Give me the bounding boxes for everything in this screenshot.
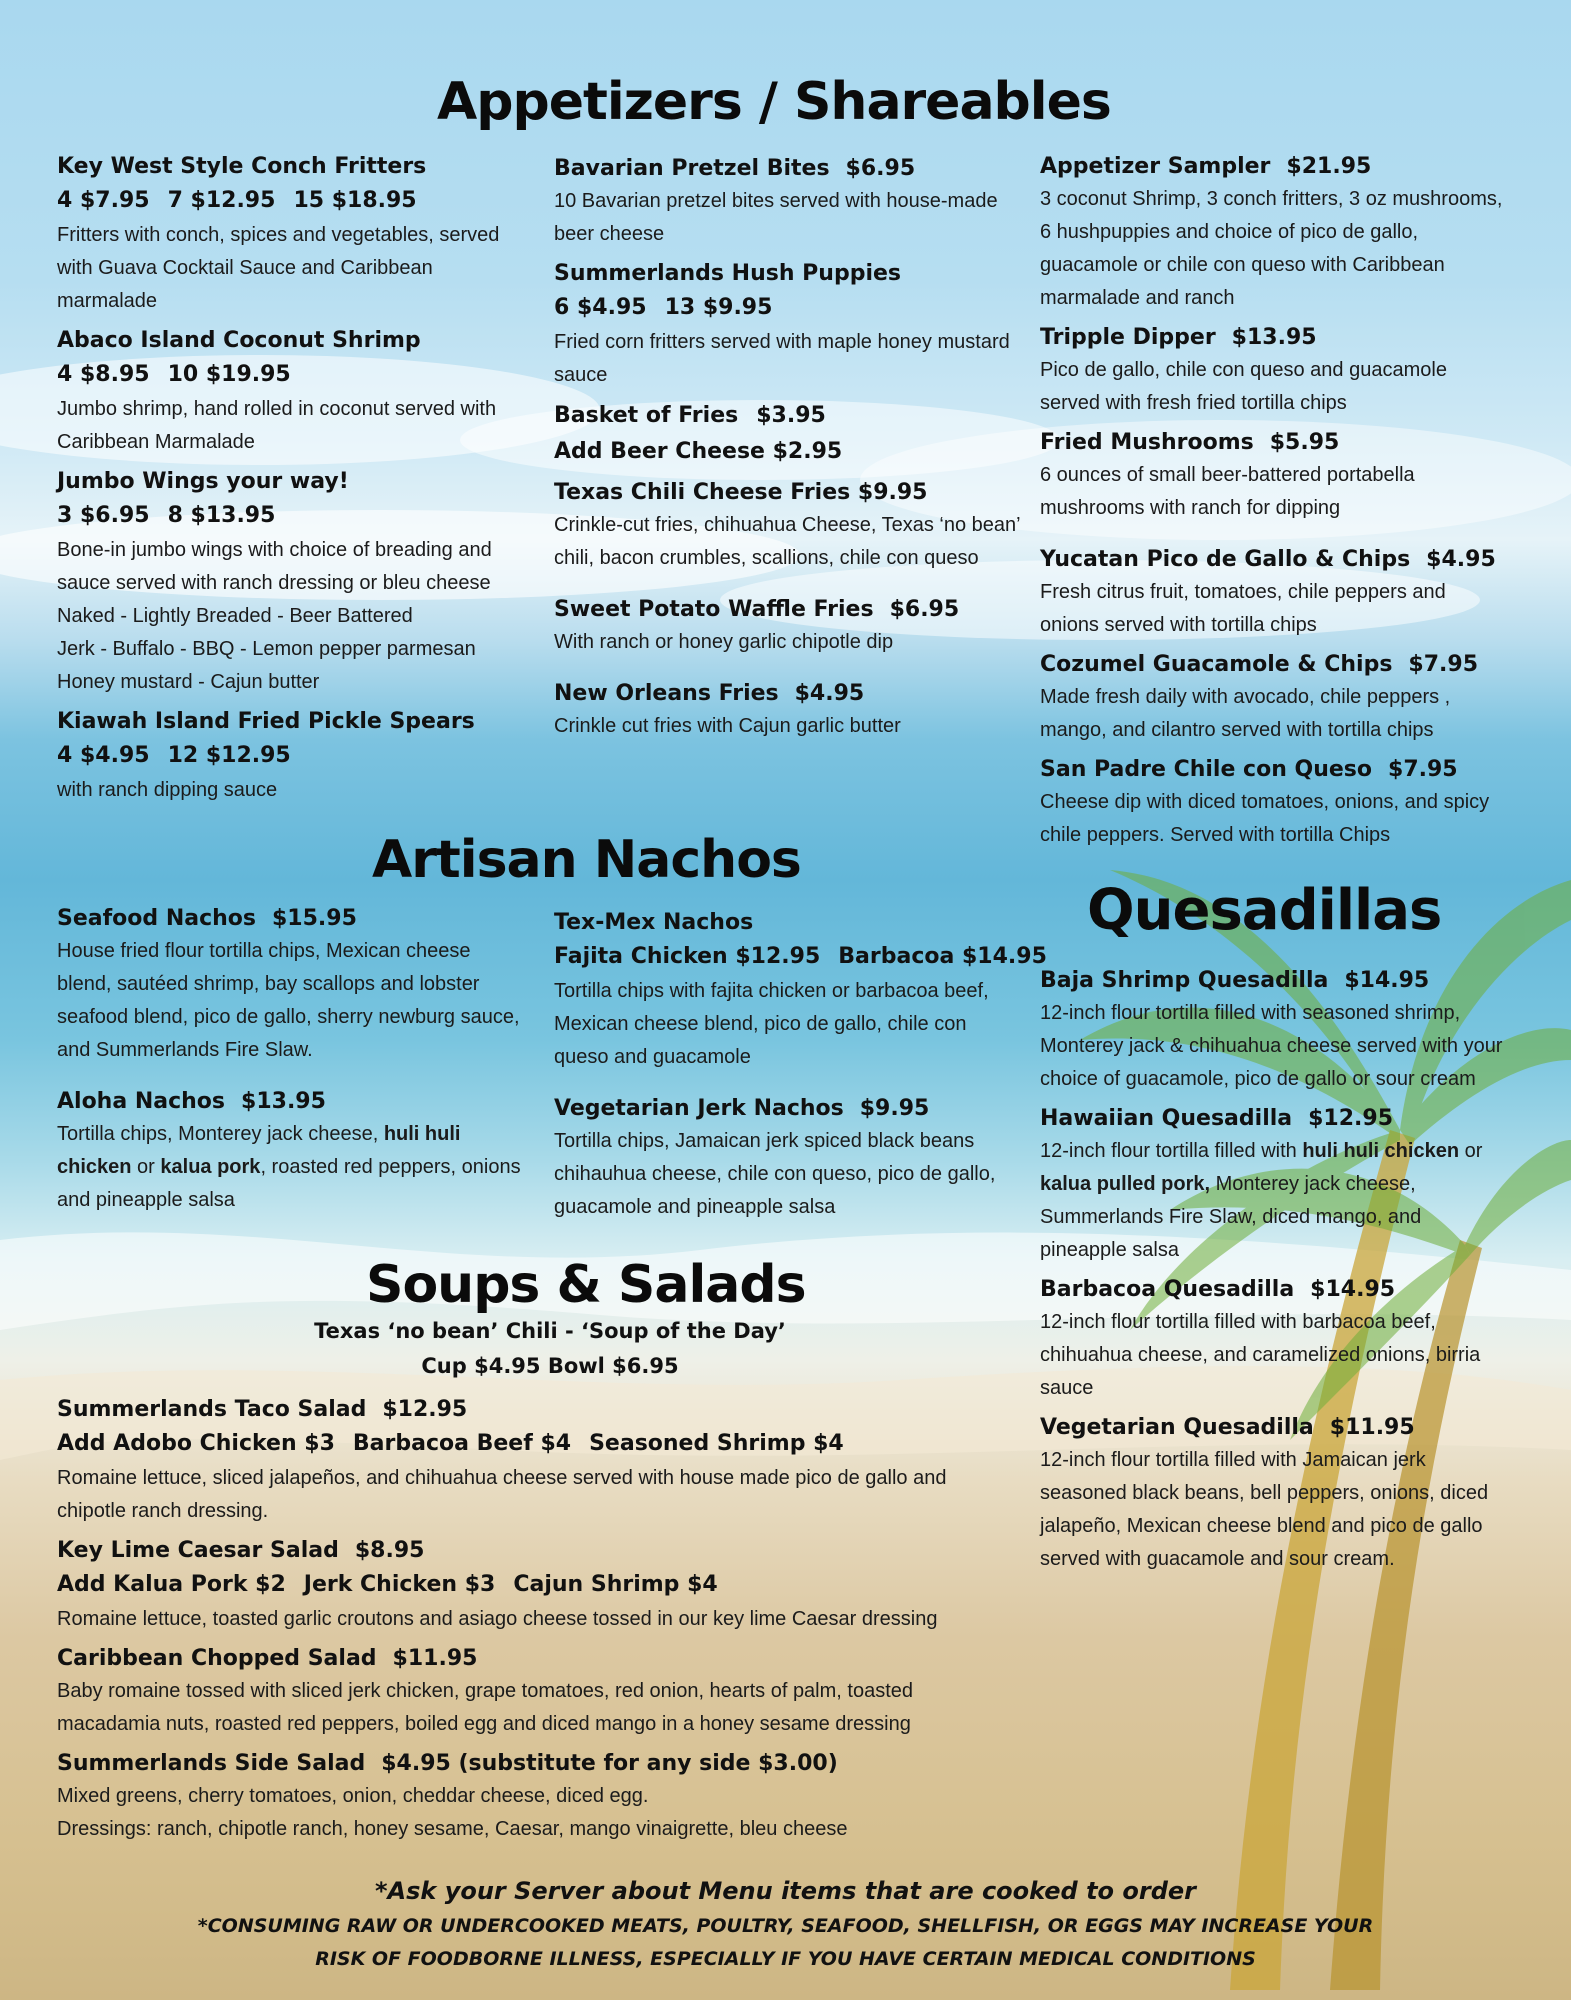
menu-item-chili-cheese-fries [554,476,1024,575]
desc-text: Monterey jack cheese, Summerlands Fire Slaw, diced mango, and pineapple salsa [1040,1173,1422,1261]
soup-prices: Cup $4.95 Bowl $6.95 [421,1354,679,1378]
salads-column [57,1393,1017,1852]
menu-item-fried-mushrooms [1040,426,1510,525]
item-name [1040,426,1510,459]
item-price: $4.95 [794,681,865,706]
section-title-quesadillas: Quesadillas [1087,878,1442,943]
item-name-text: Tripple Dipper [1040,325,1216,350]
item-prices [57,357,527,393]
item-price: $12.95 [382,1397,468,1422]
item-price: $5.95 [1269,430,1340,455]
item-description: 12-inch flour tortilla filled with barbacoa beef, chihuahua cheese, and caramelized onions, birria sauce [1040,1311,1481,1399]
price-option: 15 $18.95 [293,188,417,213]
item-name [1040,1273,1510,1306]
item-description [1040,1135,1510,1267]
item-description: House fried flour tortilla chips, Mexican cheese blend, sautéed shrimp, bay scallops and lobster seafood blend, pico de gallo, sherry newburg sauce, and Summerlands Fire Slaw. [57,940,520,1061]
item-price: $15.95 [272,906,357,931]
item-price: $3.95 [756,403,826,428]
addon-option: Barbacoa Beef $4 [352,1431,572,1456]
soup-of-the-day: Texas ‘no bean’ Chili - ‘Soup of the Day’ [314,1319,786,1343]
item-name [554,677,1024,710]
item-name [1040,1411,1510,1444]
menu-item-coconut-shrimp [57,324,527,459]
price-option: 12 $12.95 [167,743,291,768]
item-name-text: Summerlands Side Salad [57,1751,366,1776]
item-name [1040,543,1510,576]
item-description: 10 Bavarian pretzel bites served with house-made beer cheese [554,190,998,245]
item-name [57,1534,1017,1567]
item-prices [57,183,527,219]
item-price: $11.95 [1329,1415,1415,1440]
menu-item-caribbean-chopped [57,1642,1017,1741]
item-name [57,1085,527,1118]
menu-item-hush-puppies [554,257,1024,392]
price-option: 4 $4.95 [57,743,150,768]
item-price: $4.95 (substitute for any side $3.00) [381,1751,838,1776]
menu-item-baja-shrimp-quesadilla [1040,964,1510,1096]
item-name [554,398,1024,434]
menu-item-taco-salad [57,1393,1017,1528]
item-addons [57,1426,1017,1462]
item-name: Jumbo Wings your way! [57,469,349,494]
item-name-text: Caribbean Chopped Salad [57,1646,377,1671]
item-price: $14.95 [1344,968,1430,993]
menu-item-seafood-nachos [57,902,527,1067]
item-name-text: Aloha Nachos [57,1089,226,1114]
item-prices [554,939,1047,975]
item-description: Fritters with conch, spices and vegetables, served with Guava Cocktail Sauce and Caribbean marmalade [57,224,500,312]
item-name-text: Barbacoa Quesadilla [1040,1277,1295,1302]
price-option: 6 $4.95 [554,295,647,320]
item-description: Mixed greens, cherry tomatoes, onion, cheddar cheese, diced egg. [57,1785,649,1807]
item-price: $9.95 [859,1096,930,1121]
item-description: with ranch dipping sauce [57,779,278,801]
desc-text: Tortilla chips, Monterey jack cheese, [57,1123,384,1145]
item-description: Romaine lettuce, sliced jalapeños, and chihuahua cheese served with house made pico de gallo and chipotle ranch dressing. [57,1467,947,1522]
price-option: 4 $8.95 [57,362,150,387]
item-name [57,902,527,935]
price-option: 4 $7.95 [57,188,150,213]
item-description: Made fresh daily with avocado, chile peppers , mango, and cilantro served with tortilla chips [1040,686,1451,741]
desc-highlight: huli huli chicken [57,1123,461,1178]
item-name [57,1393,1017,1426]
item-price: $6.95 [845,156,916,181]
addon-option: Add Kalua Pork $2 [57,1572,286,1597]
item-name-text: Bavarian Pretzel Bites [554,156,830,181]
section-title-appetizers: Appetizers / Shareables [437,72,1111,132]
desc-text: or [131,1156,161,1178]
menu-item-jumbo-wings [57,465,527,699]
item-description: Fried corn fritters served with maple honey mustard sauce [554,331,1010,386]
item-price: $7.95 [1408,652,1479,677]
item-name-text: Appetizer Sampler [1040,154,1271,179]
item-description: 6 ounces of small beer-battered portabella mushrooms with ranch for dipping [1040,464,1415,519]
menu-item-texmex-nachos [554,906,1047,1074]
item-name [554,1092,1024,1125]
appetizers-column-right [1040,150,1510,858]
item-name-text: Baja Shrimp Quesadilla [1040,968,1329,993]
item-name-text: Sweet Potato Waffle Fries [554,597,874,622]
menu-item-barbacoa-quesadilla [1040,1273,1510,1405]
item-description: Romaine lettuce, toasted garlic croutons and asiago cheese tossed in our key lime Caesar dressing [57,1608,938,1630]
item-name-text: Basket of Fries [554,403,739,428]
footer-ask-server: *Ask your Server about Menu items that are cooked to order [374,1877,1197,1905]
item-prices [554,290,1024,326]
menu-item-aloha-nachos [57,1085,527,1217]
menu-item-sweet-potato-fries [554,593,1024,659]
item-addon: Add Beer Cheese $2.95 [554,439,843,464]
item-name-text: Summerlands Taco Salad [57,1397,367,1422]
item-prices [57,738,527,774]
item-name-text: Fried Mushrooms [1040,430,1254,455]
desc-highlight: huli huli chicken [1302,1140,1460,1162]
item-description: Crinkle-cut fries, chihuahua Cheese, Texas ‘no bean’ chili, bacon crumbles, scallions, chile con queso [554,514,1020,569]
item-name: Key West Style Conch Fritters [57,154,427,179]
item-name [1040,150,1510,183]
item-description: 12-inch flour tortilla filled with Jamaican jerk seasoned black beans, bell peppers, onions, diced jalapeño, Mexican cheese blend and pico de gallo served with guacamole and sour cream. [1040,1449,1489,1570]
item-name-text: Key Lime Caesar Salad [57,1538,339,1563]
item-description: Fresh citrus fruit, tomatoes, chile peppers and onions served with tortilla chips [1040,581,1446,636]
addon-option: Jerk Chicken $3 [303,1572,496,1597]
item-name: Abaco Island Coconut Shrimp [57,328,421,353]
wing-options: Jerk - Buffalo - BBQ - Lemon pepper parmesan [57,638,476,660]
item-description: Jumbo shrimp, hand rolled in coconut served with Caribbean Marmalade [57,398,497,453]
menu-item-pico-de-gallo [1040,543,1510,642]
menu-item-tripple-dipper [1040,321,1510,420]
item-name-text: Yucatan Pico de Gallo & Chips [1040,547,1411,572]
price-option: 10 $19.95 [167,362,291,387]
appetizers-column-middle [554,152,1024,749]
item-description: With ranch or honey garlic chipotle dip [554,631,894,653]
price-option: Barbacoa $14.95 [838,944,1047,969]
price-option: 8 $13.95 [167,503,276,528]
price-option: 3 $6.95 [57,503,150,528]
desc-text: , roasted red peppers, onions and pineapple salsa [57,1156,521,1211]
addon-option: Add Adobo Chicken $3 [57,1431,335,1456]
dressing-options: Dressings: ranch, chipotle ranch, honey sesame, Caesar, mango vinaigrette, bleu cheese [57,1818,848,1840]
item-name-text: Vegetarian Quesadilla [1040,1415,1314,1440]
item-price: $13.95 [1231,325,1317,350]
item-description: Bone-in jumbo wings with choice of breading and sauce served with ranch dressing or bleu cheese [57,539,492,594]
menu-item-side-salad [57,1747,1017,1846]
item-prices [57,498,527,534]
item-name-text: Vegetarian Jerk Nachos [554,1096,844,1121]
appetizers-column-left [57,150,527,813]
item-name-text: Hawaiian Quesadilla [1040,1106,1293,1131]
item-price: $8.95 [354,1538,425,1563]
item-description: Tortilla chips with fajita chicken or barbacoa beef, Mexican cheese blend, pico de gallo, chile con queso and guacamole [554,980,989,1068]
item-price: $21.95 [1286,154,1372,179]
desc-text: 12-inch flour tortilla filled with [1040,1140,1303,1162]
item-name [1040,753,1510,786]
item-description: Cheese dip with diced tomatoes, onions, and spicy chile peppers. Served with tortilla Chips [1040,791,1490,846]
price-option: 7 $12.95 [167,188,276,213]
item-price: $12.95 [1308,1106,1394,1131]
addon-option: Cajun Shrimp $4 [513,1572,718,1597]
section-title-nachos: Artisan Nachos [372,830,801,890]
item-price: $13.95 [241,1089,326,1114]
item-name [1040,321,1510,354]
menu-item-conch-fritters [57,150,527,318]
item-name-text: Cozumel Guacamole & Chips [1040,652,1393,677]
item-description: Tortilla chips, Jamaican jerk spiced black beans chihauhua cheese, chile con queso, pico de gallo, guacamole and pineapple salsa [554,1130,996,1218]
nachos-column-middle [554,906,1047,1230]
quesadillas-column [1040,964,1510,1582]
item-name [554,593,1024,626]
item-name: Summerlands Hush Puppies [554,261,902,286]
menu-item-pretzel-bites [554,152,1024,251]
item-name [57,1747,1017,1780]
item-description: Baby romaine tossed with sliced jerk chicken, grape tomatoes, red onion, hearts of palm, toasted macadamia nuts, roasted red peppers, boiled egg and diced mango in a honey sesame dressing [57,1680,914,1735]
menu-item-guacamole [1040,648,1510,747]
item-description: 12-inch flour tortilla filled with seasoned shrimp, Monterey jack & chihuahua cheese served with your choice of guacamole, pico de gallo or sour cream [1040,1002,1503,1090]
section-title-soups-salads: Soups & Salads [366,1255,806,1315]
item-description: Crinkle cut fries with Cajun garlic butter [554,715,901,737]
item-name [554,152,1024,185]
desc-highlight: kalua pork [160,1156,261,1178]
item-name-text: New Orleans Fries [554,681,779,706]
item-name-text: Seafood Nachos [57,906,256,931]
menu-item-appetizer-sampler [1040,150,1510,315]
item-name [57,1642,1017,1675]
nachos-column-left [57,902,527,1223]
item-name: Tex-Mex Nachos [554,910,754,935]
item-description [57,1118,527,1217]
desc-text: or [1459,1140,1483,1162]
desc-highlight: kalua pulled pork, [1040,1173,1211,1195]
item-name-text: San Padre Chile con Queso [1040,757,1373,782]
item-name [1040,964,1510,997]
price-option: Fajita Chicken $12.95 [554,944,821,969]
menu-item-vegetarian-quesadilla [1040,1411,1510,1576]
menu-item-vegetarian-jerk-nachos [554,1092,1024,1224]
item-price: $6.95 [889,597,960,622]
footer-consumption-warning: *CONSUMING RAW OR UNDERCOOKED MEATS, POULTRY, SEAFOOD, SHELLFISH, OR EGGS MAY INCREASE YOUR [197,1915,1374,1937]
item-price: $11.95 [392,1646,478,1671]
menu-item-chile-con-queso [1040,753,1510,852]
menu-item-basket-of-fries [554,398,1024,470]
menu-item-hawaiian-quesadilla [1040,1102,1510,1267]
menu-item-key-lime-caesar [57,1534,1017,1636]
footer-consumption-warning: RISK OF FOODBORNE ILLNESS, ESPECIALLY IF YOU HAVE CERTAIN MEDICAL CONDITIONS [315,1948,1256,1970]
item-description: 3 coconut Shrimp, 3 conch fritters, 3 oz mushrooms, 6 hushpuppies and choice of pico de gallo, guacamole or chile con queso with Caribbean marmalade and ranch [1040,188,1503,309]
item-price: $4.95 [1426,547,1496,572]
menu-item-pickle-spears [57,705,527,807]
wing-options: Naked - Lightly Breaded - Beer Battered [57,605,413,627]
wing-options: Honey mustard - Cajun butter [57,671,320,693]
item-addons [57,1567,1017,1603]
item-price: $14.95 [1310,1277,1396,1302]
item-name: Kiawah Island Fried Pickle Spears [57,709,475,734]
menu-item-new-orleans-fries [554,677,1024,743]
item-description: Pico de gallo, chile con queso and guacamole served with fresh fried tortilla chips [1040,359,1447,414]
price-option: 13 $9.95 [664,295,773,320]
item-name [1040,648,1510,681]
item-name: Texas Chili Cheese Fries $9.95 [554,480,928,505]
addon-option: Seasoned Shrimp $4 [589,1431,844,1456]
item-price: $7.95 [1388,757,1458,782]
item-name [1040,1102,1510,1135]
